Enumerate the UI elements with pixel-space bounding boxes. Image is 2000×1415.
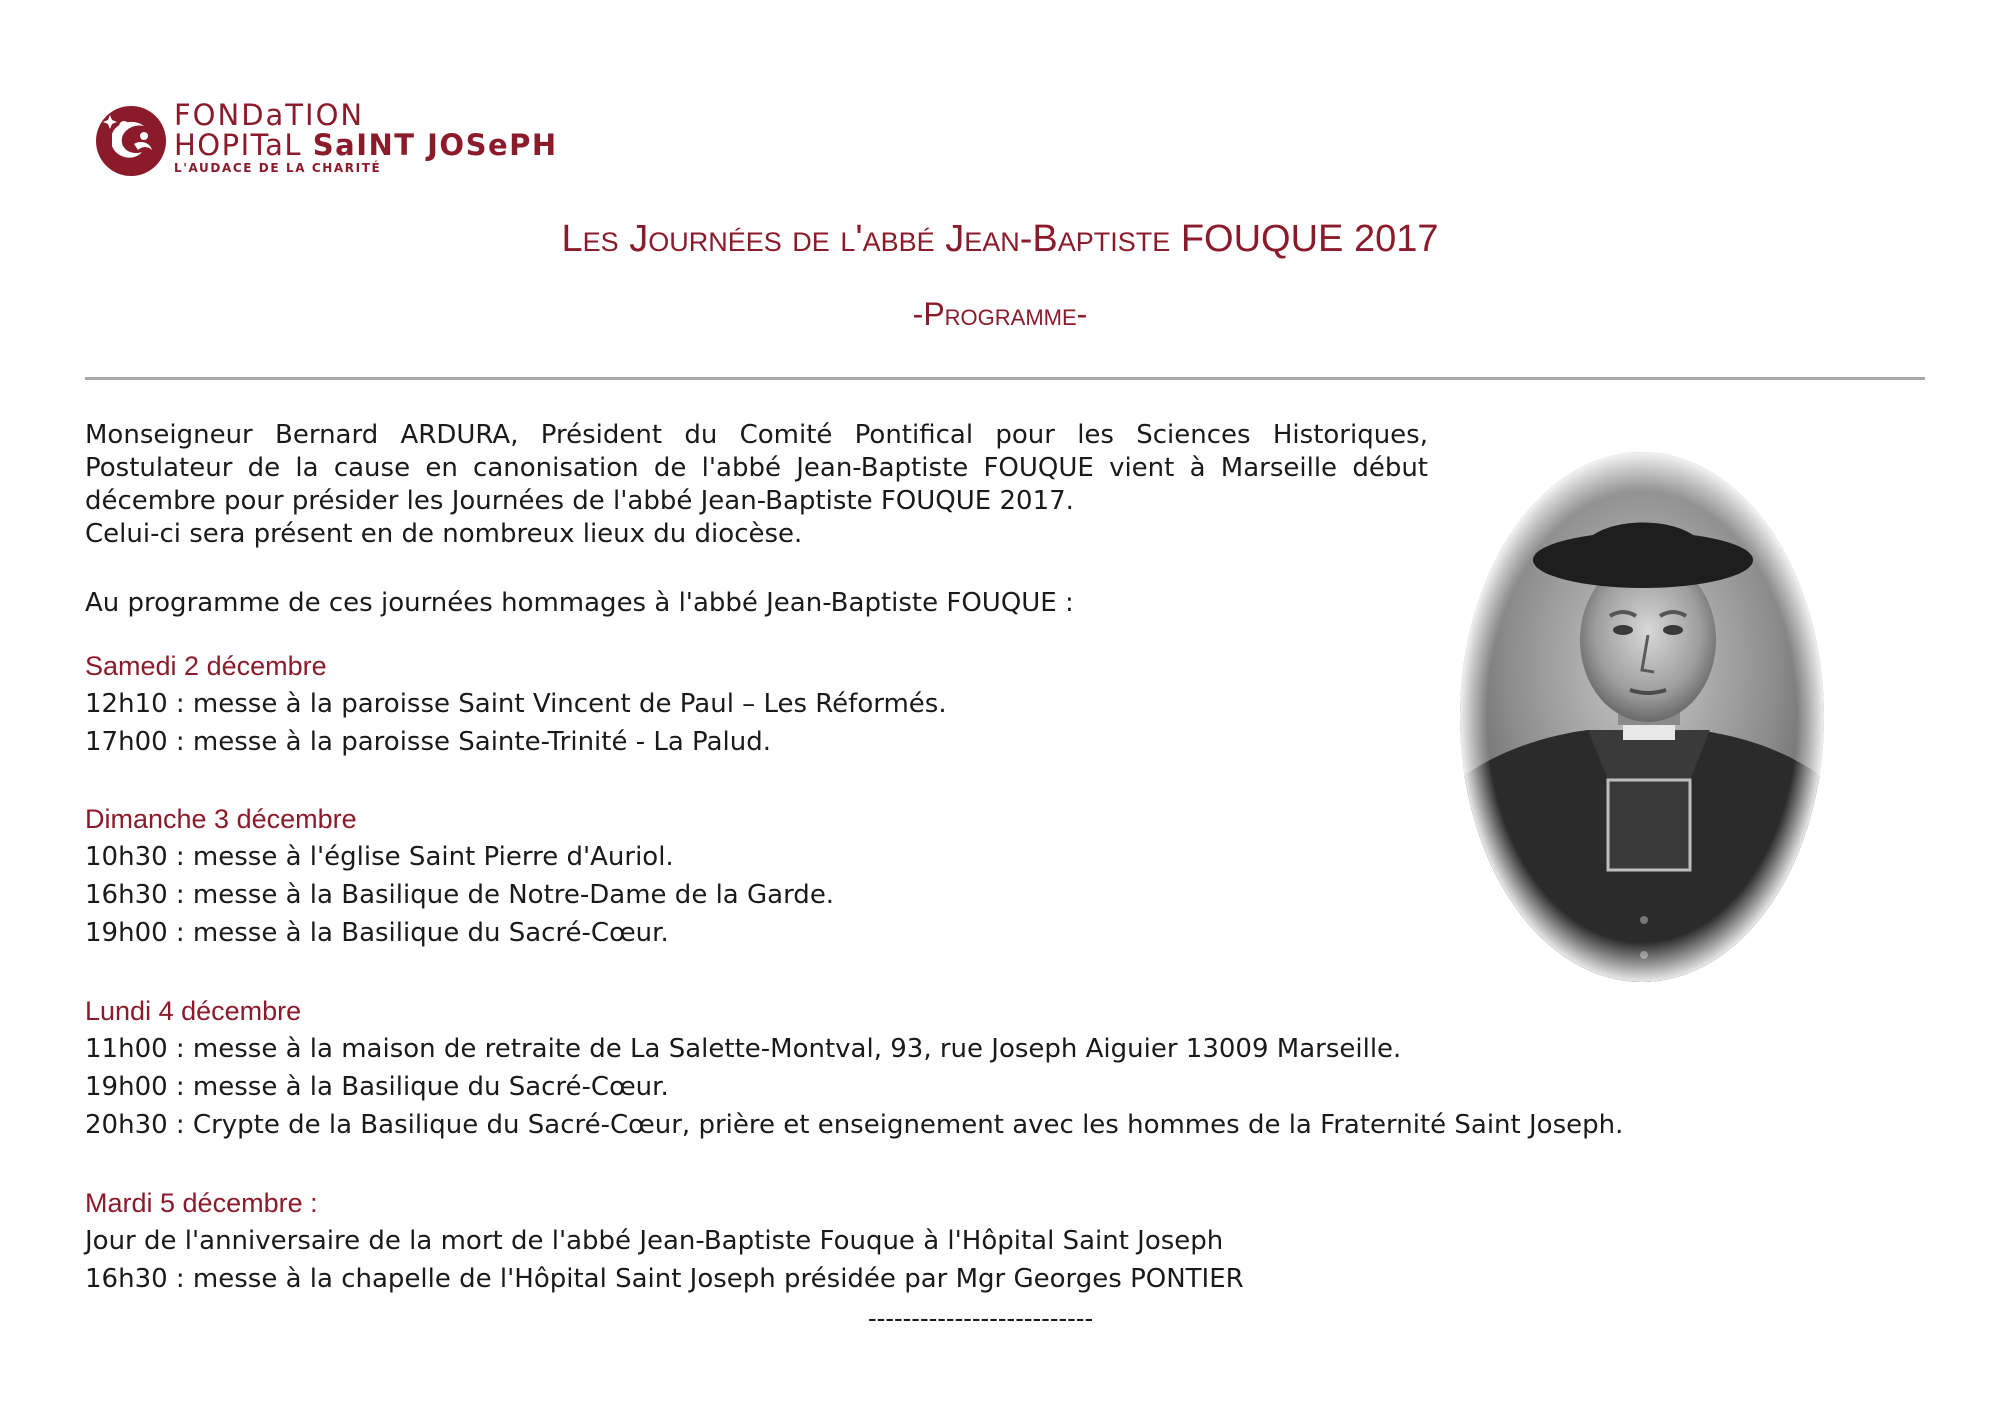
title-divider [85,377,1925,380]
logo-line-hopital-regular: HOPITaL [174,128,313,162]
foundation-logo [94,100,594,180]
logo-wordmark [174,100,558,176]
program-lead: Au programme de ces journées hommages à l'abbé Jean-Baptiste FOUQUE : [85,588,1074,618]
day-section-saturday [85,647,947,761]
hospital-logo-icon [94,104,168,178]
schedule-item: 20h30 : Crypte de la Basilique du Sacré-Cœur, prière et enseignement avec les hommes de la Fraternité Saint Joseph. [85,1110,1624,1140]
schedule-item: 17h00 : messe à la paroisse Sainte-Trinité - La Palud. [85,727,771,757]
logo-line-fondation: FONDaTION [174,98,365,132]
day-section-tuesday [85,1184,1244,1298]
schedule-item: 16h30 : messe à la Basilique de Notre-Dame de la Garde. [85,880,835,910]
page-title: Les Journées de l'abbé Jean-Baptiste FOUQUE 2017 [561,218,1439,260]
intro-paragraph: Monseigneur Bernard ARDURA, Président du Comité Pontifical pour les Sciences Historiques, Postulateur de la cause en canonisation de l'abbé Jean-Baptiste FOUQUE vient à Marseille début décembre pour présider les Journées de l'abbé Jean-Baptiste FOUQUE 2017. [85,420,1428,516]
day-heading: Lundi 4 décembre [85,996,302,1026]
schedule-item: 16h30 : messe à la chapelle de l'Hôpital Saint Joseph présidée par Mgr Georges PONTIER [85,1264,1244,1294]
day-section-monday [85,992,1623,1144]
day-heading: Dimanche 3 décembre [85,804,357,834]
day-section-sunday [85,800,834,952]
intro-line: Celui-ci sera présent en de nombreux lieux du diocèse. [85,519,803,549]
intro-block [85,419,1428,551]
logo-tagline: L'AUDACE DE LA CHARITÉ [174,161,382,175]
logo-line-hopital [174,130,558,160]
closing-separator: -------------------------- [868,1303,1094,1333]
page-subtitle: -Programme- [912,296,1088,332]
logo-line-hopital-bold: SaINT JOSePH [312,128,558,162]
schedule-item: 19h00 : messe à la Basilique du Sacré-Cœur. [85,918,669,948]
schedule-item: 19h00 : messe à la Basilique du Sacré-Cœur. [85,1072,669,1102]
schedule-item: 12h10 : messe à la paroisse Saint Vincent de Paul – Les Réformés. [85,689,947,719]
schedule-item: 10h30 : messe à l'église Saint Pierre d'Auriol. [85,842,674,872]
day-heading: Samedi 2 décembre [85,651,327,681]
portrait-photo [1458,450,1826,985]
day-heading: Mardi 5 décembre : [85,1188,318,1218]
schedule-item: 11h00 : messe à la maison de retraite de La Salette-Montval, 93, rue Joseph Aiguier 13009 Marseille. [85,1034,1402,1064]
schedule-item: Jour de l'anniversaire de la mort de l'abbé Jean-Baptiste Fouque à l'Hôpital Saint Joseph [85,1226,1224,1256]
